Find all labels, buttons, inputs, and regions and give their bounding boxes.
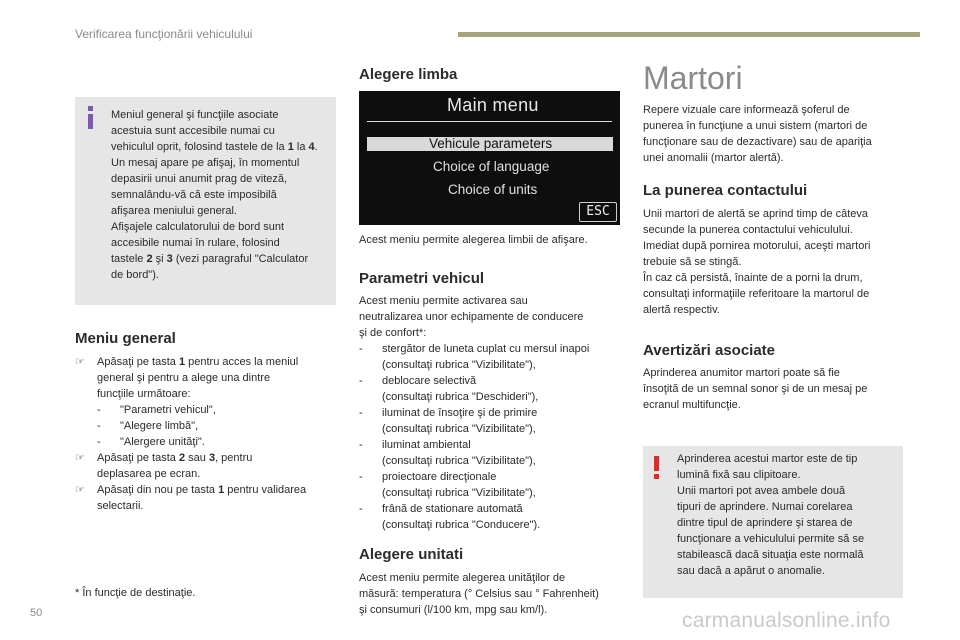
parametri-vehicul-heading: Parametri vehicul xyxy=(359,270,485,287)
screen-divider xyxy=(367,121,612,122)
menu-item-language: Choice of language xyxy=(433,159,550,174)
alegere-limba-heading: Alegere limba xyxy=(359,66,458,83)
hand-pointer-icon: ☞ xyxy=(75,484,85,496)
punerea-contactului-heading: La punerea contactului xyxy=(643,182,808,199)
martori-intro: Repere vizuale care informează şoferul de punerea în funcţiune a unui sistem (martori de funcţionare sau de dezactivare) sau de apariţia unei anomalii (martor alertă). xyxy=(643,104,872,164)
parametri-vehicul-body: Acest meniu permite activarea sau neutralizarea unor echipamente de conducere şi de confort*: - stergător de luneta cuplat cu mersul inapoi (consultaţi rubrica "Vizibilitate"), - deblocare selectivă (consultaţi rubrica "Deschideri"), - iluminat de însoţire şi de primire (consultaţi rubrica "Vizibilitate"), - iluminat ambiental (consultaţi rubrica "Vizibilitate"), - proiectoare direcţionale (consultaţi rubrica "Vizibilitate"), - frână de stationare automată (consultaţi rubrica "Conducere"). xyxy=(359,293,629,533)
warning-text: Aprinderea acestui martor este de tip lumină fixă sau clipitoare. Unii martori pot avea ambele două tipuri de aprindere. Numai corelarea dintre tipul de aprindere şi starea de funcţionare a vehiculului permite să se stabilească dacă situaţia este normală sau dacă a apărut o anomalie. xyxy=(677,453,865,577)
punerea-contactului-body: Unii martori de alertă se aprind timp de câteva secunde la punerea contactului vehiculului. Imediat după pornirea motorului, aceşti martori trebuie să se stingă. În caz că persistă, înainte de a porni la drum, consultaţi informaţiile referitoare la martorul de alertă respectiv. xyxy=(643,208,871,316)
display-screen xyxy=(359,91,620,225)
watermark: carmanualsonline.info xyxy=(682,609,891,632)
alegere-unitati-heading: Alegere unitati xyxy=(359,546,464,563)
meniu-general-list xyxy=(75,354,345,514)
hand-pointer-icon: ☞ xyxy=(75,452,85,464)
list-item: - frână de stationare automată (consultaţi rubrica "Conducere"). xyxy=(359,503,541,531)
list-item: - iluminat de însoţire şi de primire (consultaţi rubrica "Vizibilitate"), xyxy=(359,407,538,435)
avertizari-heading: Avertizări asociate xyxy=(643,342,776,359)
info-icon xyxy=(85,106,96,130)
esc-key-icon: ESC xyxy=(579,202,617,222)
warning-box xyxy=(643,446,903,598)
menu-item-units: Choice of units xyxy=(448,182,538,197)
list-item: ☞ Apăsaţi pe tasta 2 sau 3, pentru deplasarea pe ecran. xyxy=(75,452,253,480)
list-item: ☞ Apăsaţi din nou pe tasta 1 pentru validarea selectarii. xyxy=(75,484,307,512)
exclamation-icon xyxy=(653,456,661,480)
alegere-unitati-body: Acest meniu permite alegerea unităţilor de măsură: temperatura (° Celsius sau ° Fahrenheit) şi consumuri (l/100 km, mpg sau km/l). xyxy=(359,572,599,616)
header-accent-bar xyxy=(458,32,920,37)
list-item: - deblocare selectivă (consultaţi rubrica "Deschideri"), xyxy=(359,375,539,403)
sub-item: - "Parametri vehicul", xyxy=(97,404,216,416)
page-number: 50 xyxy=(30,607,43,619)
menu-item-selected: Vehicule parameters xyxy=(367,137,613,151)
alegere-limba-caption: Acest meniu permite alegerea limbii de afişare. xyxy=(359,234,588,246)
list-item: - iluminat ambiental (consultaţi rubrica "Vizibilitate"), xyxy=(359,439,536,467)
footnote: * În funcţie de destinaţie. xyxy=(75,587,196,599)
list-item: ☞ Apăsaţi pe tasta 1 pentru acces la meniul general şi pentru a alege una dintre funcţiile următoare: - "Parametri vehicul", - "Alegere limbă", - "Alergere unităţi". xyxy=(75,354,345,450)
info-text: Meniul general şi funcţiile asociate acestuia sunt accesibile numai cu vehiculul oprit, folosind tastele de la 1 la 4. Un mesaj apare pe afişaj, în momentul depasirii unui anumit prag de viteză, semnalându-vă că este imposibilă afişarea meniului general. Afişajele calculatorului de bord sunt accesibile numai în rulare, folosind tastele 2 şi 3 (vezi paragraful "Calculator de bord"). xyxy=(111,109,318,281)
meniu-general-heading: Meniu general xyxy=(75,330,176,347)
info-box xyxy=(75,97,336,305)
hand-pointer-icon: ☞ xyxy=(75,356,85,368)
martori-title: Martori xyxy=(643,60,743,96)
page-header-title: Verificarea funcţionării vehiculului xyxy=(75,27,253,41)
screen-title: Main menu xyxy=(447,95,539,115)
avertizari-body: Aprinderea anumitor martori poate să fie însoţită de un semnal sonor şi de un mesaj pe ecranul multifuncţie. xyxy=(643,367,868,411)
sub-item: - "Alegere limbă", xyxy=(97,420,199,432)
list-item: - proiectoare direcţionale (consultaţi rubrica "Vizibilitate"), xyxy=(359,471,536,499)
sub-item: - "Alergere unităţi". xyxy=(97,436,205,448)
list-item: - stergător de luneta cuplat cu mersul inapoi (consultaţi rubrica "Vizibilitate"), xyxy=(359,343,590,371)
